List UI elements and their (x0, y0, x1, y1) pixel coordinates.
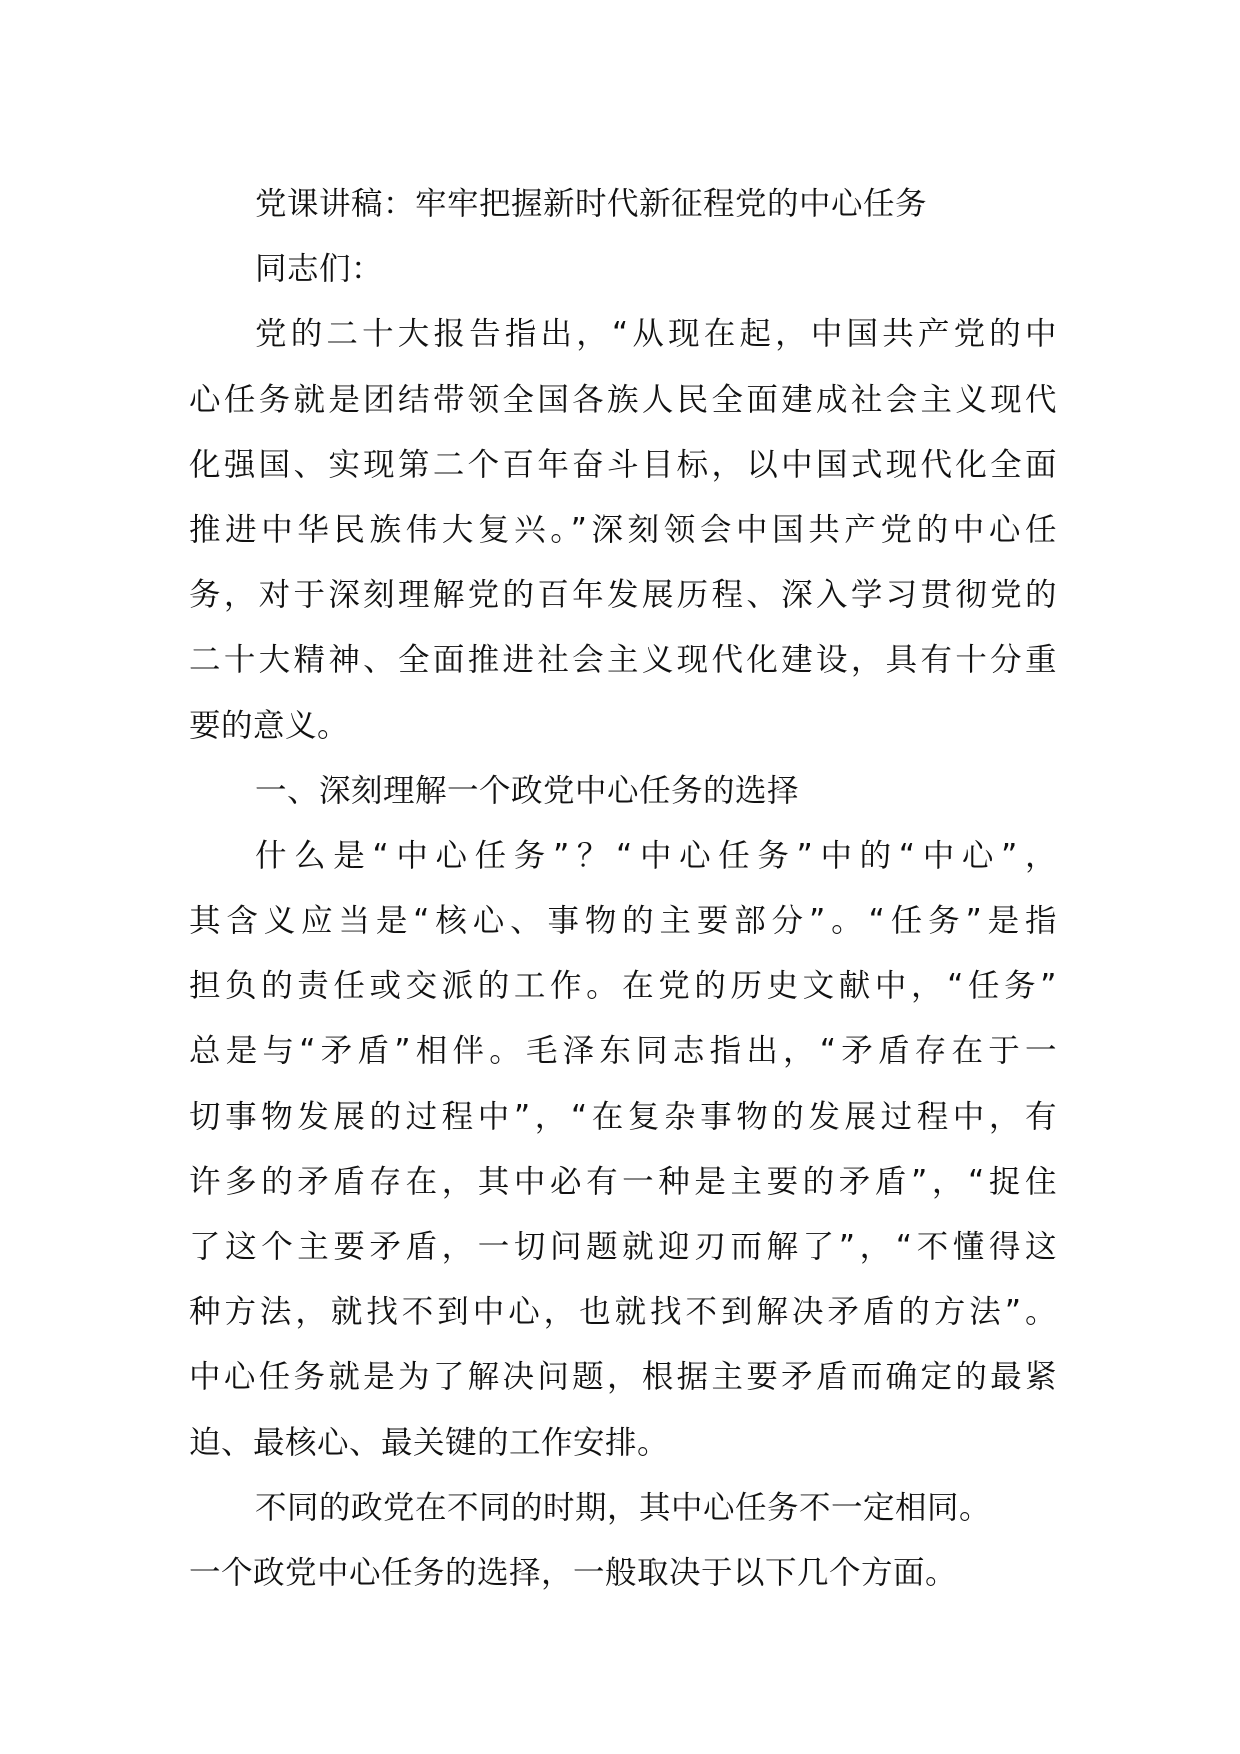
text-line: 种方法，就找不到中心，也就找不到解决矛盾的方法”。 (189, 1294, 1057, 1331)
text-line: 许多的矛盾存在，其中必有一种是主要的矛盾”，“捉住 (189, 1163, 1057, 1200)
text-line: 务，对于深刻理解党的百年发展历程、深入学习贯彻党的 (189, 577, 1057, 614)
text-line: 推进中华民族伟大复兴。”深刻领会中国共产党的中心任 (189, 511, 1057, 548)
salutation: 同志们： (255, 251, 384, 288)
text-line: 党的二十大报告指出，“从现在起，中国共产党的中 (255, 316, 1057, 353)
text-line: 一个政党中心任务的选择，一般取决于以下几个方面。 (189, 1554, 958, 1591)
paragraph-definition (189, 824, 1057, 1476)
paragraph-differences (189, 1476, 1057, 1606)
text-line: 总是与“矛盾”相伴。毛泽东同志指出，“矛盾存在于一 (189, 1033, 1057, 1070)
section-heading: 一、深刻理解一个政党中心任务的选择 (255, 772, 800, 809)
text-line: 了这个主要矛盾，一切问题就迎刃而解了”，“不懂得这 (189, 1229, 1057, 1265)
text-line: 其含义应当是“核心、事物的主要部分”。“任务”是指 (189, 903, 1057, 940)
document-title: 党课讲稿：牢牢把握新时代新征程党的中心任务 (255, 186, 928, 222)
text-line: 化强国、实现第二个百年奋斗目标，以中国式现代化全面 (189, 446, 1057, 483)
text-line: 迫、最核心、最关键的工作安排。 (189, 1424, 670, 1461)
text-line: 什么是“中心任务”？“中心任务”中的“中心”， (255, 837, 1057, 874)
document-page (189, 172, 1057, 1606)
text-line: 中心任务就是为了解决问题，根据主要矛盾而确定的最紧 (189, 1359, 1057, 1396)
text-line: 担负的责任或交派的工作。在党的历史文献中，“任务” (189, 968, 1057, 1005)
text-line: 不同的政党在不同的时期，其中心任务不一定相同。 (255, 1489, 992, 1526)
text-line: 心任务就是团结带领全国各族人民全面建成社会主义现代 (189, 381, 1057, 418)
paragraph-intro (189, 302, 1057, 758)
text-line: 要的意义。 (189, 707, 350, 744)
text-line: 切事物发展的过程中”，“在复杂事物的发展过程中，有 (189, 1098, 1057, 1135)
text-line: 二十大精神、全面推进社会主义现代化建设，具有十分重 (189, 642, 1057, 679)
